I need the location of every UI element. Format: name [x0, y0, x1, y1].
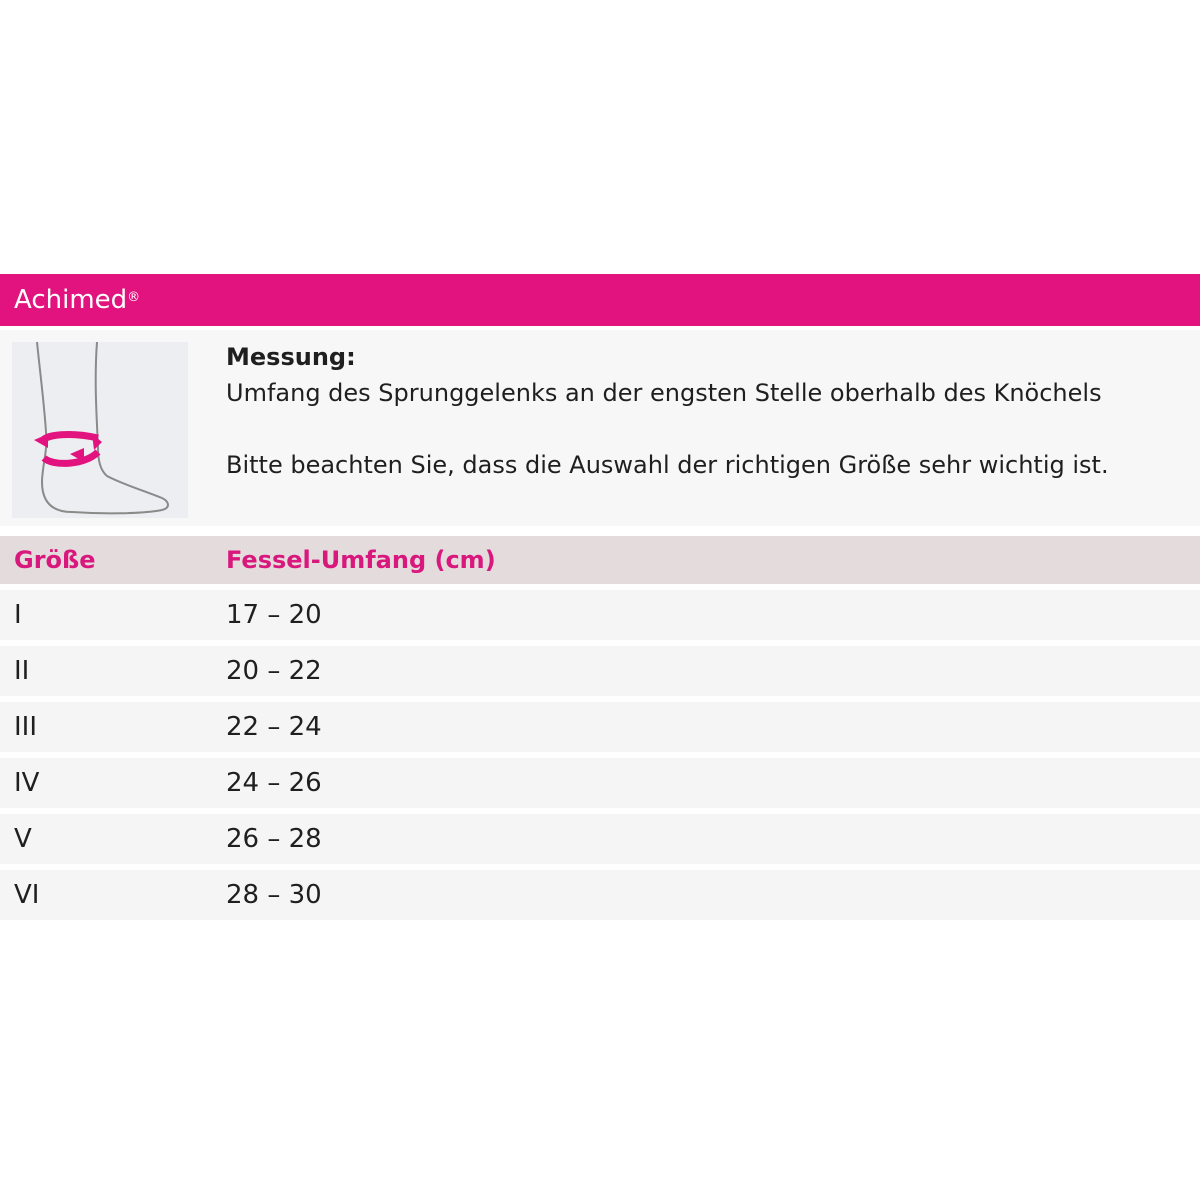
size-cell: II	[14, 656, 30, 686]
size-note: Bitte beachten Sie, dass die Auswahl der richtigen Größe sehr wichtig ist.	[226, 451, 1109, 479]
table-row	[0, 702, 1200, 752]
size-cell: V	[14, 824, 32, 854]
range-cell: 17 – 20	[226, 600, 322, 630]
range-cell: 28 – 30	[226, 880, 322, 910]
table-row	[0, 646, 1200, 696]
registered-mark: ®	[127, 290, 141, 305]
range-cell: 24 – 26	[226, 768, 322, 798]
ankle-measurement-icon	[12, 342, 188, 518]
range-cell: 26 – 28	[226, 824, 322, 854]
size-cell: VI	[14, 880, 40, 910]
size-cell: I	[14, 600, 22, 630]
range-cell: 20 – 22	[226, 656, 322, 686]
header-size: Größe	[14, 546, 96, 574]
table-row	[0, 870, 1200, 920]
product-banner	[0, 274, 1200, 326]
measurement-description: Umfang des Sprunggelenks an der engsten Stelle oberhalb des Knöchels	[226, 379, 1102, 407]
product-name: Achimed	[14, 285, 128, 315]
table-row	[0, 814, 1200, 864]
size-cell: III	[14, 712, 38, 742]
range-cell: 22 – 24	[226, 712, 322, 742]
product-title	[14, 286, 140, 314]
table-row	[0, 590, 1200, 640]
measurement-info	[0, 330, 1200, 526]
table-header	[0, 536, 1200, 584]
header-circumference: Fessel-Umfang (cm)	[226, 546, 496, 574]
size-cell: IV	[14, 768, 40, 798]
measurement-title: Messung:	[226, 343, 356, 371]
table-row	[0, 758, 1200, 808]
